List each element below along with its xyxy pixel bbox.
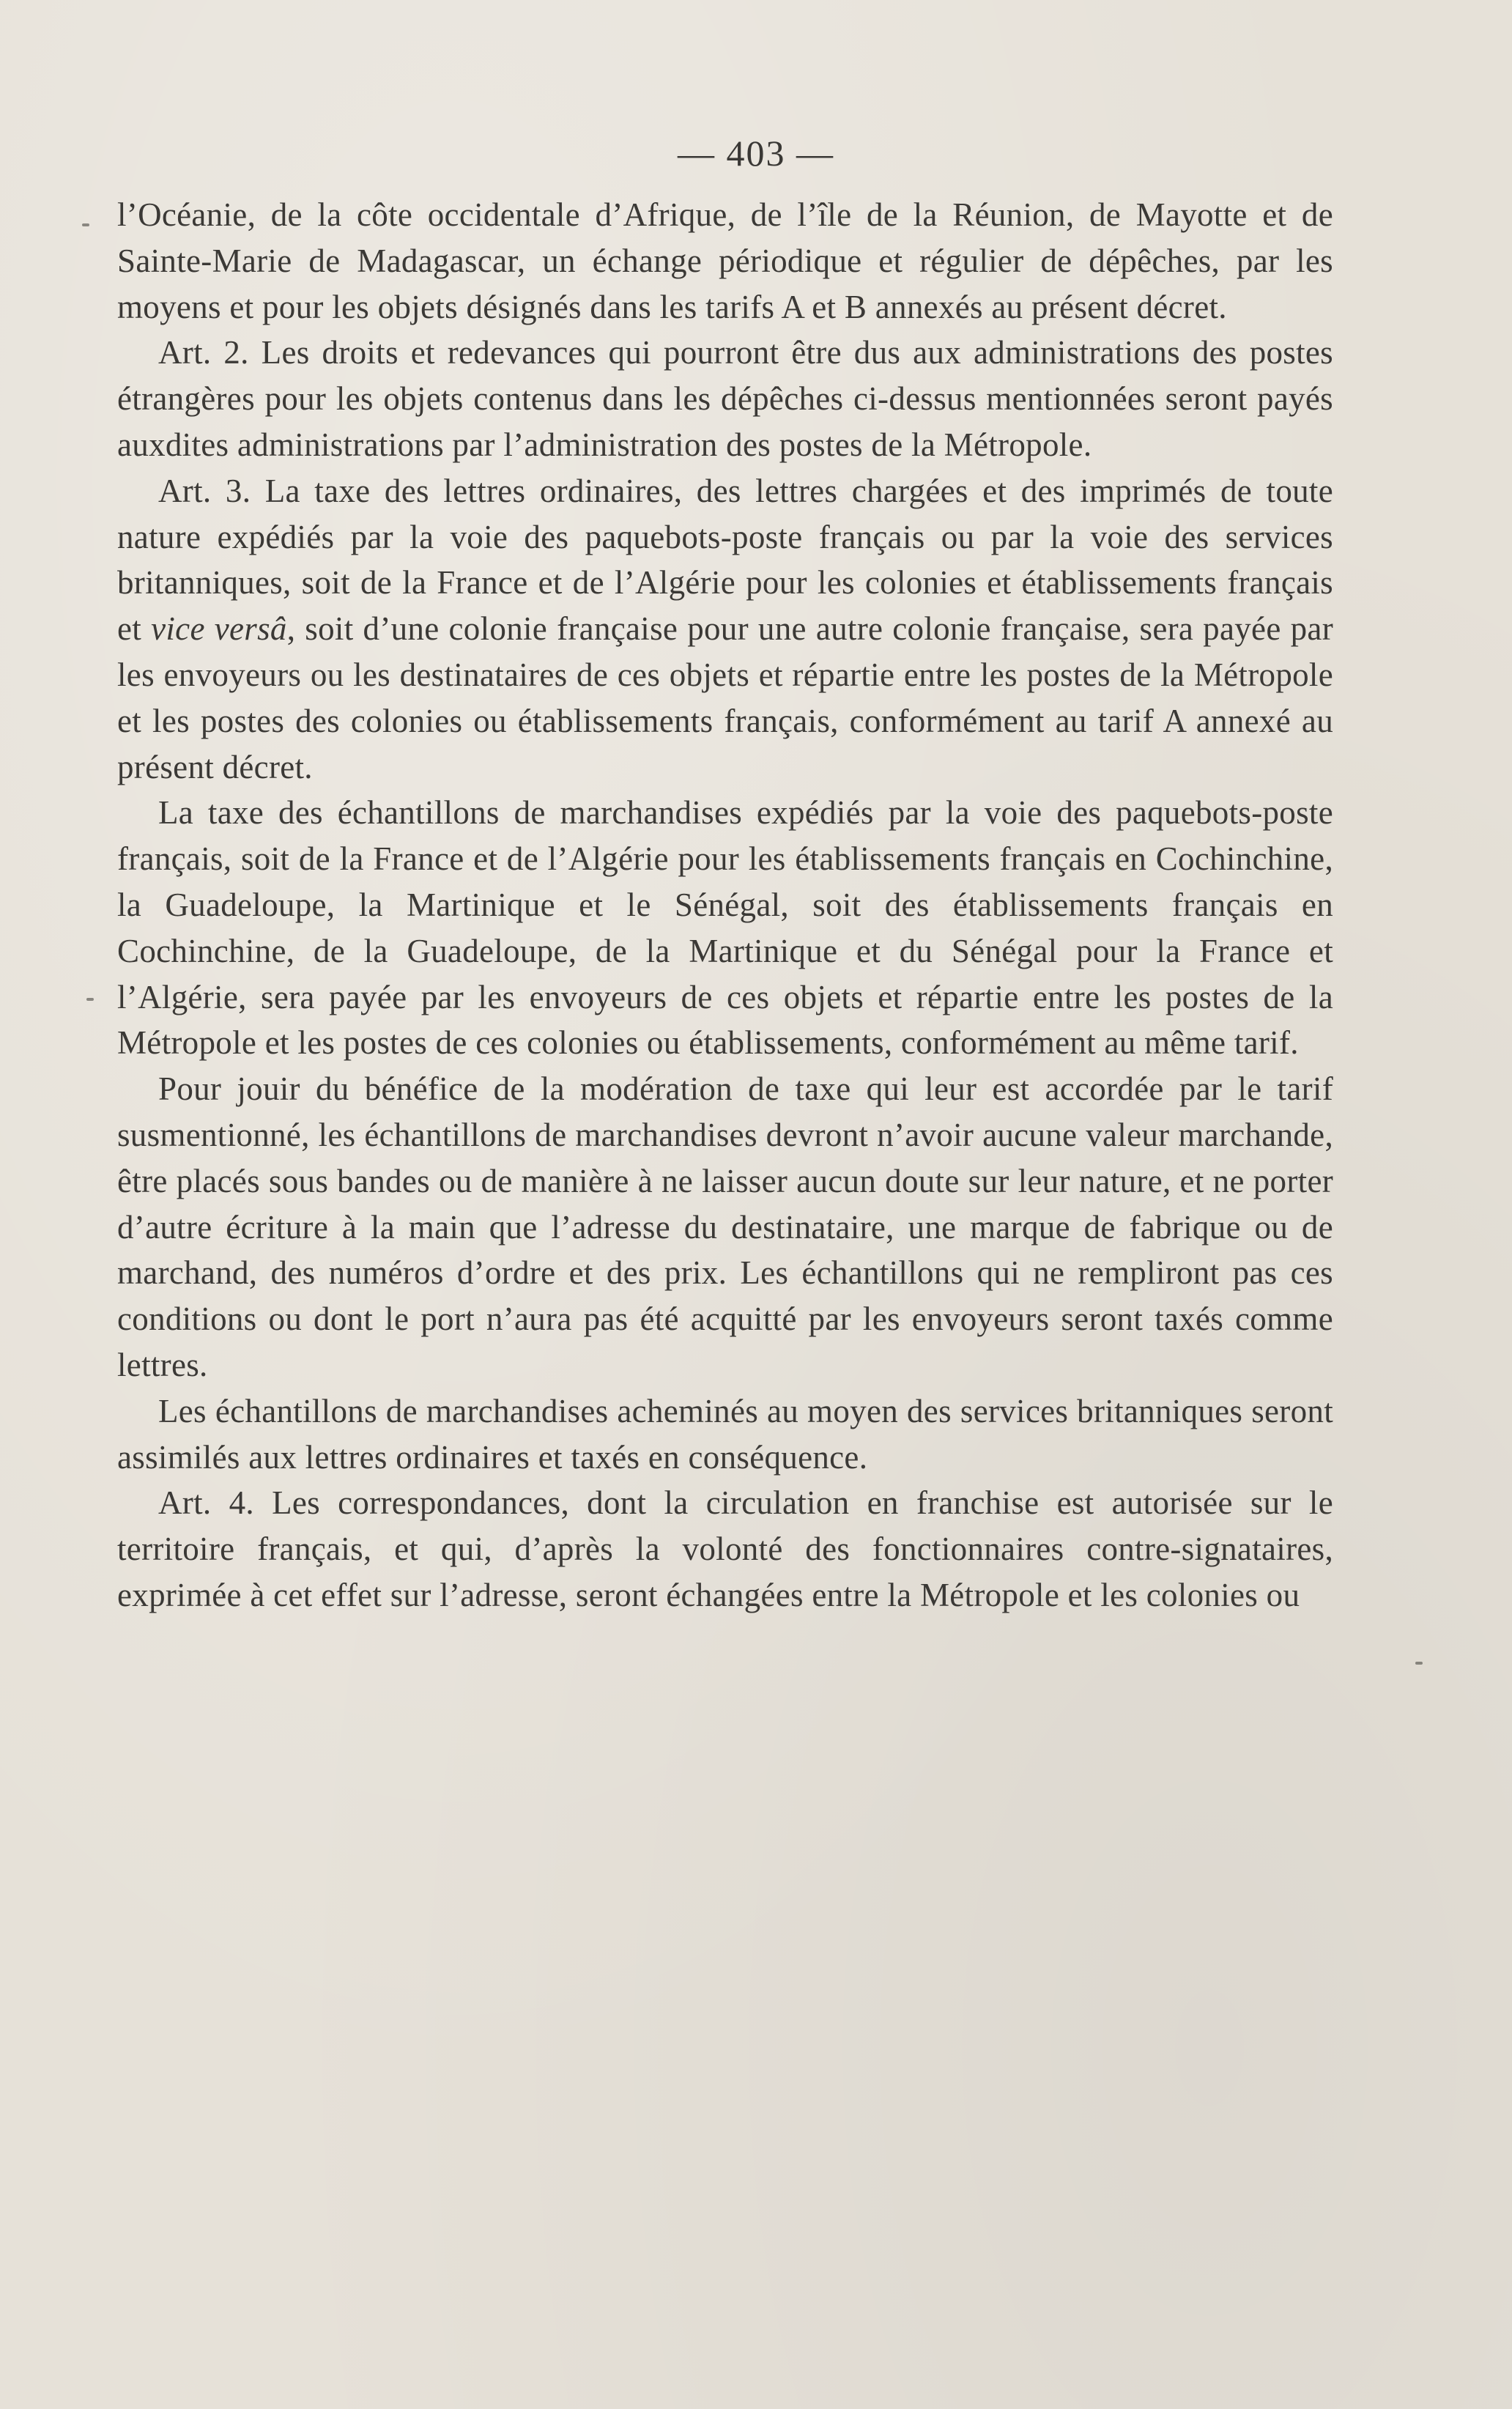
- page-number: — 403 —: [678, 133, 834, 174]
- article-3-text-end: , soit d’une colonie française pour une autre colonie française, sera payée par les envoyeurs ou les destinataires de ces objets et répartie entre les postes de la Métropole et les postes des colonies ou établissements français, conformément au tarif A annexé au présent décret.: [117, 610, 1333, 785]
- margin-mark: [82, 223, 89, 226]
- paragraph-samples-tax: La taxe des échantillons de marchandises expédiés par la voie des paquebots-poste français, soit de la France et de l’Algérie pour les établissements français en Cochinchine, la Guadeloupe, la Martinique et le Sénégal, soit des établissements français en Cochinchine, de la Guadeloupe, de la Martinique et du Sénégal pour la France et l’Algérie, sera payée par les envoyeurs de ces objets et répartie entre les postes de la Métropole et les postes de ces colonies ou établissements, conformément au même tarif.: [117, 794, 1333, 1062]
- italic-phrase: vice versâ: [151, 610, 287, 648]
- paragraph-article-3: [117, 468, 1333, 791]
- body-text: [117, 192, 1333, 1618]
- paragraph-article-2: Art. 2. Les droits et redevances qui pourront être dus aux administrations des postes étrangères pour les objets contenus dans les dépêches ci-dessus mentionnées seront payés auxdites administrations par l’administration des postes de la Métropole.: [117, 334, 1333, 463]
- article-3-text-start: Art. 3. La taxe des lettres ordinaires, des lettres chargées et des imprimés de toute nature expédiés par la voie des paquebots-poste français ou par la voie des services britanniques, soit de la France et de l’Algérie pour les colonies et établissements français et: [117, 472, 1333, 648]
- margin-mark: [1415, 1662, 1423, 1665]
- paragraph-samples-british: Les échantillons de marchandises acheminés au moyen des services britanniques seront assimilés aux lettres ordinaires et taxés en conséquence.: [117, 1392, 1333, 1476]
- paragraph-samples-conditions: Pour jouir du bénéfice de la modération de taxe qui leur est accordée par le tarif susmentionné, les échantillons de marchandises devront n’avoir aucune valeur marchande, être placés sous bandes ou de manière à ne laisser aucun doute sur leur nature, et ne porter d’autre écriture à la main que l’adresse du destinataire, une marque de fabrique ou de marchand, des numéros d’ordre et des prix. Les échantillons qui ne rempliront pas ces conditions ou dont le port n’aura pas été acquitté par les envoyeurs seront taxés comme lettres.: [117, 1070, 1333, 1383]
- paragraph-article-4: Art. 4. Les correspondances, dont la circulation en franchise est autorisée sur le territoire français, et qui, d’après la volonté des fonctionnaires contre-signataires, exprimée à cet effet sur l’adresse, seront échangées entre la Métropole et les colonies ou: [117, 1484, 1333, 1613]
- margin-mark: [86, 998, 94, 1001]
- paragraph-continuation: l’Océanie, de la côte occidentale d’Afrique, de l’île de la Réunion, de Mayotte et de Sainte-Marie de Madagascar, un échange périodique et régulier de dépêches, par les moyens et pour les objets désignés dans les tarifs A et B annexés au présent décret.: [117, 196, 1333, 325]
